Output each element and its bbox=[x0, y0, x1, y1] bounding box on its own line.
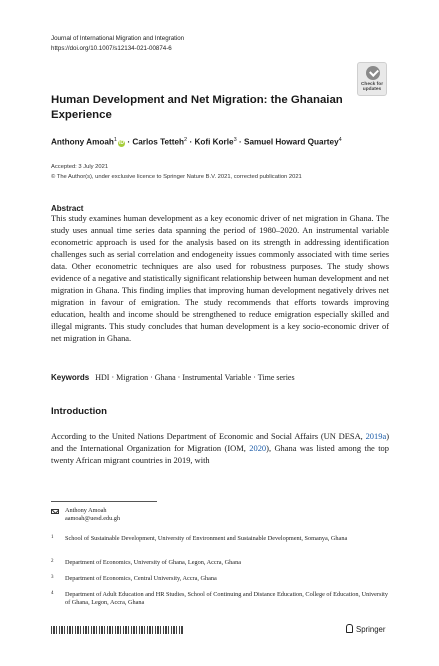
affiliation-text: Department of Adult Education and HR Studies, School of Continuing and Distance Education, College of Education, University of Ghana, Legon, Accra, Ghana bbox=[65, 591, 389, 607]
publication-dates bbox=[51, 163, 302, 182]
doi-link[interactable]: https://doi.org/10.1007/s12134-021-00874-6 bbox=[51, 44, 172, 52]
affiliation-number: 2 bbox=[51, 559, 54, 564]
intro-text: ), Ghana was listed among the top twenty African migrant countries in 2019, with bbox=[51, 442, 389, 465]
author-affiliation-sup: 1 bbox=[113, 137, 118, 143]
author-list bbox=[51, 137, 342, 147]
check-for-updates-badge[interactable] bbox=[357, 62, 387, 96]
orcid-icon[interactable]: iD bbox=[119, 139, 125, 146]
crossmark-line2: updates bbox=[362, 87, 382, 93]
author-separator: · bbox=[236, 137, 244, 147]
author-separator: · bbox=[187, 137, 195, 147]
corresponding-author bbox=[51, 507, 120, 524]
citation-link[interactable]: 2020 bbox=[249, 442, 267, 453]
springer-logo bbox=[345, 624, 385, 634]
crossmark-line1: Check for bbox=[360, 82, 384, 87]
intro-text: ) and the International Organization for Migration (IOM, bbox=[51, 431, 389, 453]
introduction-heading: Introduction bbox=[51, 406, 107, 417]
keywords-label: Keywords bbox=[51, 373, 90, 382]
author-affiliation-sup: 3 bbox=[233, 137, 237, 143]
affiliation-text: Department of Economics, University of Ghana, Legon, Accra, Ghana bbox=[65, 559, 241, 566]
envelope-icon bbox=[51, 509, 59, 514]
affiliation-number: 4 bbox=[51, 591, 54, 596]
springer-horse-icon bbox=[345, 624, 353, 633]
copyright-notice: © The Author(s), under exclusive licence to Springer Nature B.V. 2021, corrected publication 2021 bbox=[51, 173, 302, 180]
keywords-text: HDI · Migration · Ghana · Instrumental Variable · Time series bbox=[95, 373, 295, 382]
author-name[interactable]: Kofi Korle bbox=[194, 137, 234, 147]
journal-header bbox=[51, 34, 184, 53]
affiliation-number: 1 bbox=[51, 535, 54, 540]
author-name[interactable]: Anthony Amoah bbox=[51, 137, 114, 147]
citation-link[interactable]: 2019a bbox=[365, 431, 387, 441]
keywords bbox=[51, 373, 295, 382]
affiliation-3 bbox=[51, 575, 389, 583]
redacted-identifier-strip bbox=[51, 626, 183, 634]
author-affiliation-sup: 4 bbox=[338, 137, 342, 143]
intro-text: According to the United Nations Department of Economic and Social Affairs (UN DESA, bbox=[51, 431, 366, 441]
affiliation-4 bbox=[51, 591, 389, 608]
affiliation-2 bbox=[51, 559, 389, 567]
contact-name: Anthony Amoah bbox=[65, 507, 107, 514]
author-name[interactable]: Samuel Howard Quartey bbox=[243, 137, 339, 147]
author-separator: · bbox=[125, 137, 133, 147]
author-affiliation-sup: 2 bbox=[184, 137, 188, 143]
journal-name: Journal of International Migration and Integration bbox=[51, 35, 185, 42]
affiliation-number: 3 bbox=[51, 575, 54, 580]
article-title: Human Development and Net Migration: the Ghanaian Experience bbox=[51, 94, 343, 121]
introduction-paragraph bbox=[51, 431, 389, 467]
affiliation-1 bbox=[51, 535, 389, 543]
crossmark-icon bbox=[366, 66, 380, 80]
abstract-text: This study examines human development as a key economic driver of net migration in Ghana. The study uses annual time series data spanning the period of 1980–2020. An instrumental variable econometric approach is used for the analysis based on its strength in addressing identification challenges such as serial correlation and endogeneity issues commonly associated with time series data. Other econometric techniques are also used for robustness purposes. The study shows evidence of a negative and statistically significant relationship between human development and net migration in Ghana. This finding implies that improving human development negatively drives net migration in favour of emigration. The study recommends that efforts towards improving education, health and income should be strengthened to reduce emigration especially skilled and illegal migrants. This study concludes that human development is a key socio-economic driver of net migration in Ghana. bbox=[51, 213, 389, 343]
accepted-date: Accepted: 3 July 2021 bbox=[51, 164, 109, 170]
footnote-divider bbox=[51, 501, 157, 502]
abstract-heading: Abstract bbox=[51, 204, 84, 213]
author-name[interactable]: Carlos Tetteh bbox=[132, 137, 185, 147]
publisher-name: Springer bbox=[356, 625, 386, 634]
affiliation-text: School of Sustainable Development, University of Environment and Sustainable Development, Somanya, Ghana bbox=[65, 535, 348, 542]
contact-email[interactable]: aamoah@uesd.edu.gh bbox=[65, 515, 121, 523]
affiliation-text: Department of Economics, Central University, Accra, Ghana bbox=[65, 575, 217, 582]
